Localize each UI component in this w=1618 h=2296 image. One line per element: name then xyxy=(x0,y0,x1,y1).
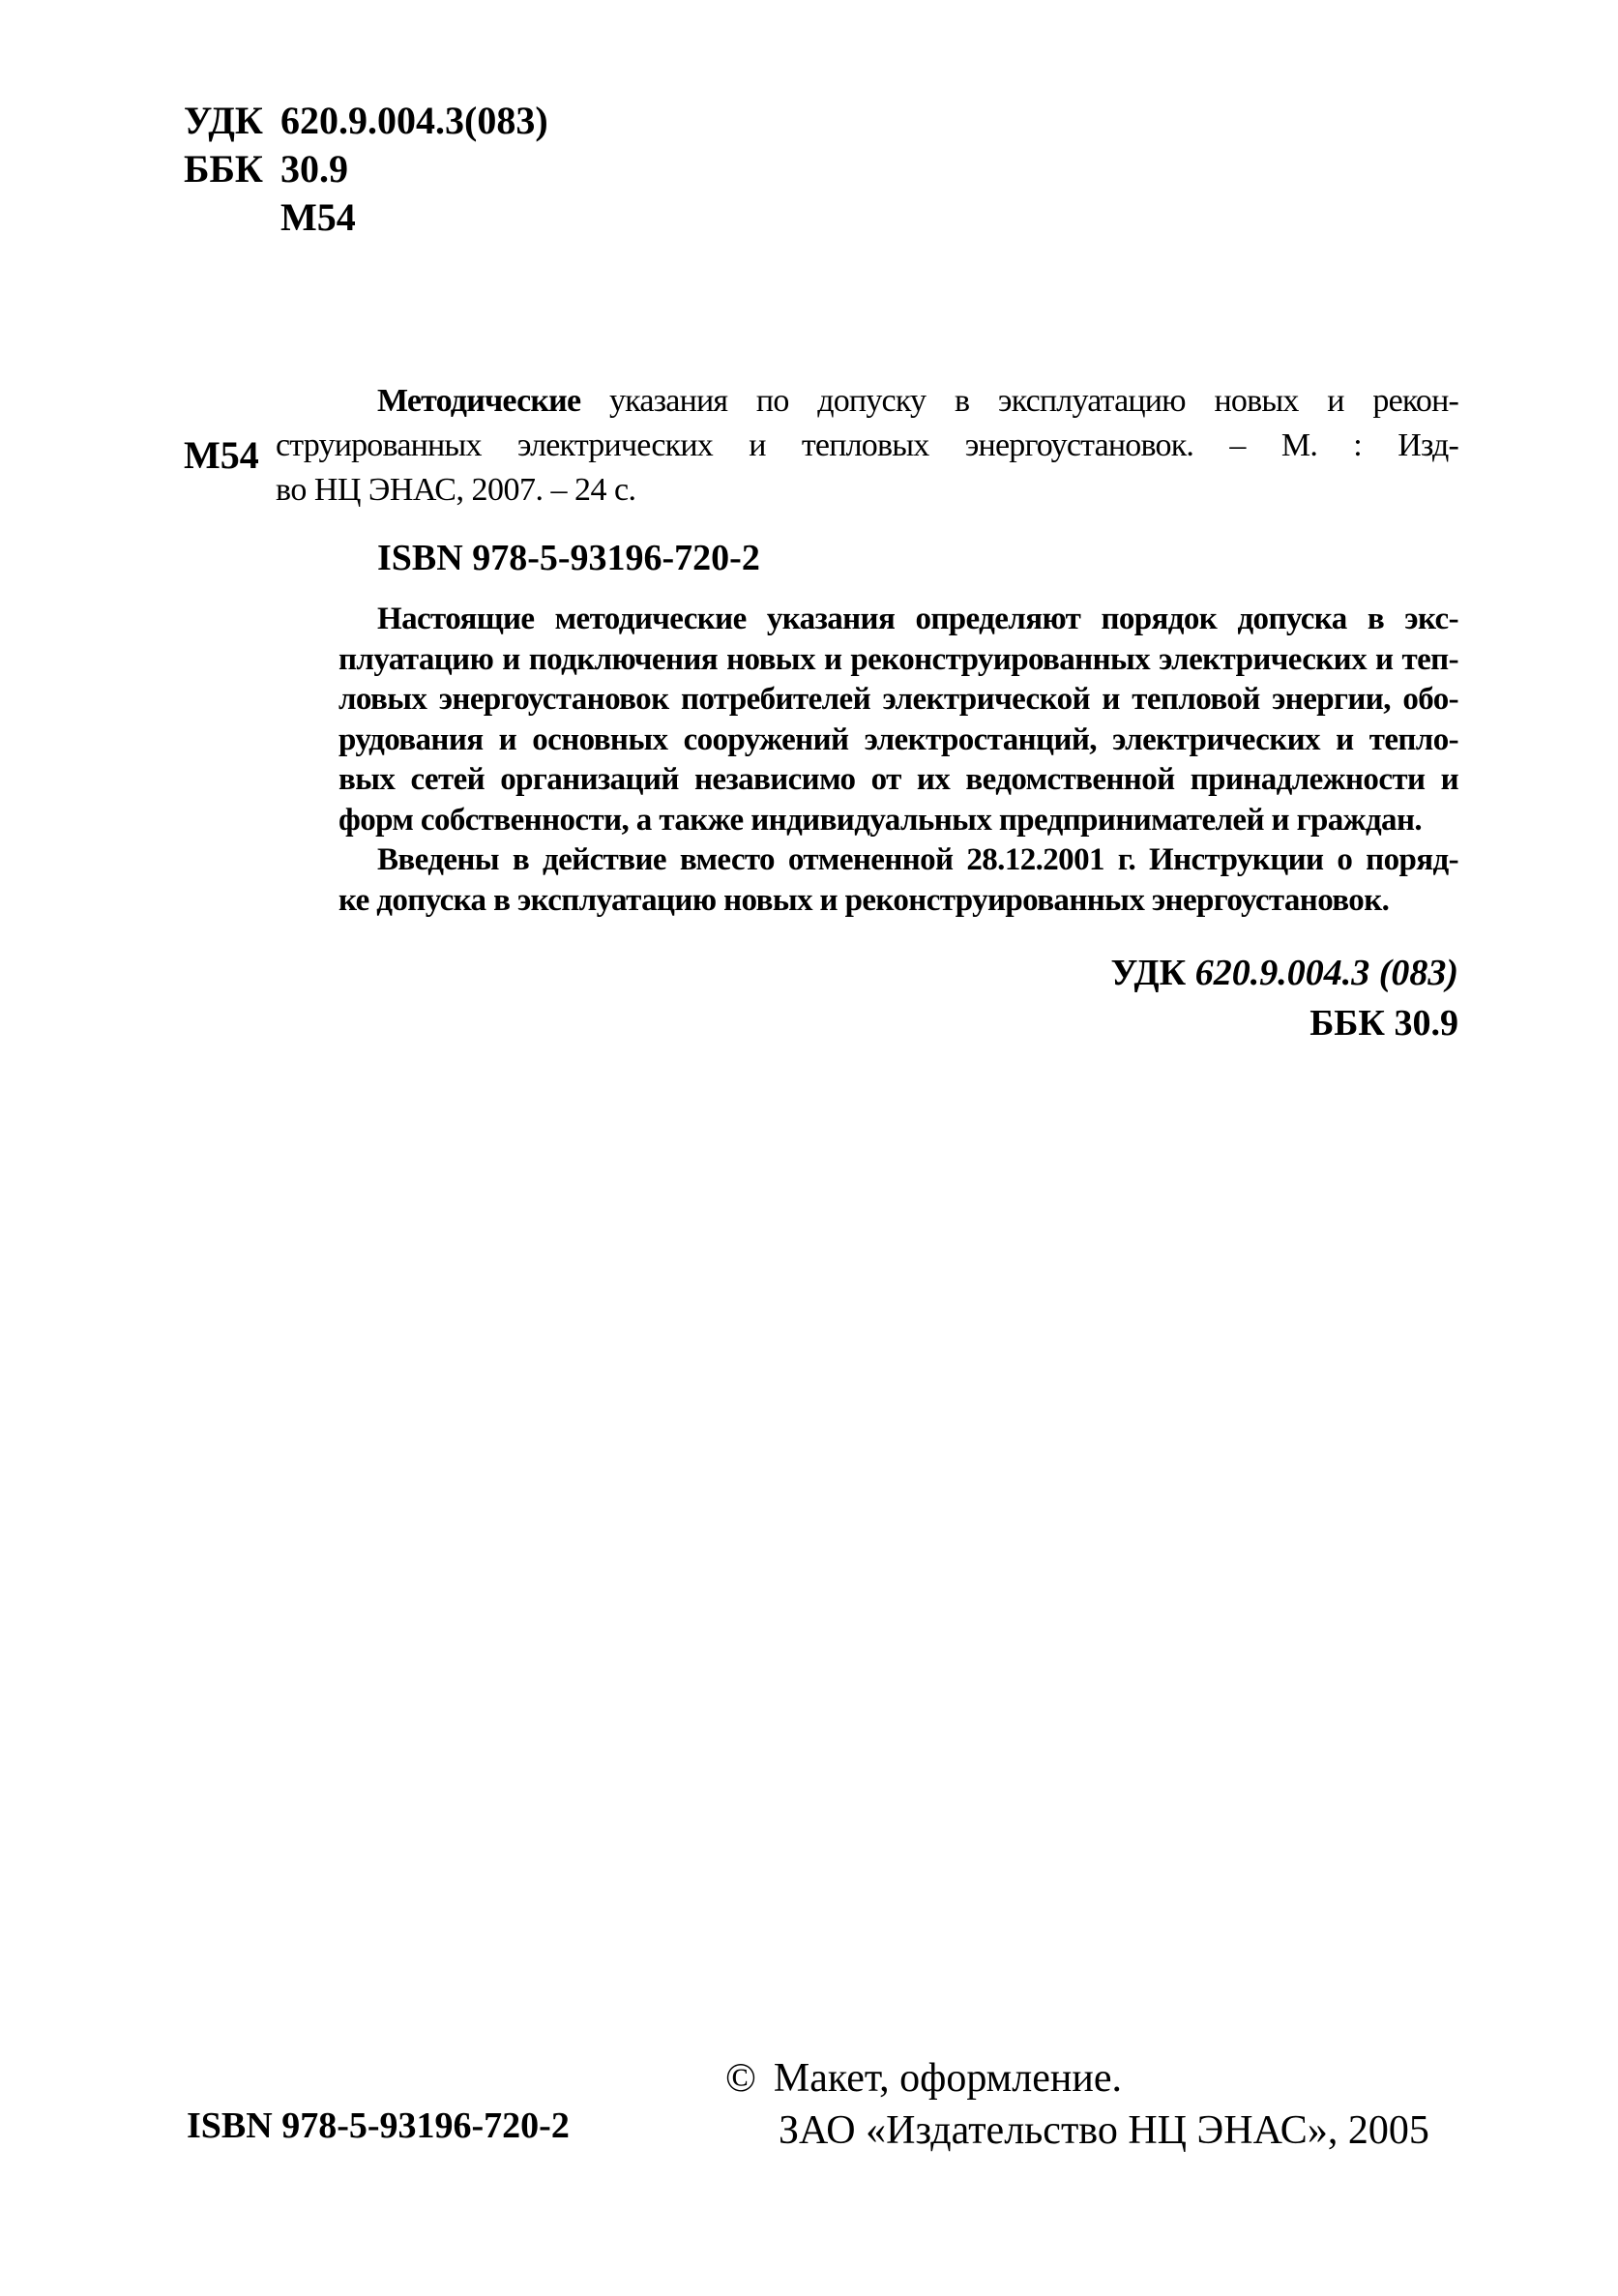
classification-block xyxy=(184,97,548,242)
copyright-icon: © xyxy=(725,2056,756,2101)
author-mark: М54 xyxy=(184,433,259,477)
bibliographic-line-1-rest: указания по допуску в эксплуатацию новых и рекон- xyxy=(608,383,1458,419)
bbk-value: 30.9 xyxy=(280,147,348,191)
abstract-line: вых сетей организаций независимо от их ведомственной принадлежности и xyxy=(338,762,1458,797)
abstract-line: форм собственности, а также индивидуальных предпринимателей и граждан. xyxy=(338,802,1423,838)
abstract-line: Введены в действие вместо отмененной 28.12.2001 г. Инструкции о поряд- xyxy=(377,842,1458,877)
bbk-label: ББК xyxy=(184,147,263,191)
author-mark-top: М54 xyxy=(280,195,356,239)
bbk-right: ББК 30.9 xyxy=(1309,1003,1458,1044)
title-word: Методические xyxy=(377,383,581,419)
udk-label: УДК xyxy=(184,99,263,142)
isbn-top: ISBN 978-5-93196-720-2 xyxy=(377,538,760,578)
bibliographic-line-2: струированных электрических и тепловых энергоустановок. – М. : Изд- xyxy=(276,427,1458,463)
abstract xyxy=(338,600,1458,921)
abstract-line: ке допуска в эксплуатацию новых и реконструированных энергоустановок. xyxy=(338,882,1390,918)
abstract-line: плуатацию и подключения новых и реконструированных электрических и теп- xyxy=(338,641,1458,677)
bibliographic-line-3: во НЦ ЭНАС, 2007. – 24 с. xyxy=(276,472,636,508)
bbk-row xyxy=(184,145,548,193)
udk-right xyxy=(1110,948,1458,998)
isbn-bottom: ISBN 978-5-93196-720-2 xyxy=(187,2105,570,2146)
abstract-line: рудования и основных сооружений электростанций, электрических и тепло- xyxy=(338,721,1458,757)
udk-right-value: 620.9.004.3 (083) xyxy=(1194,953,1458,993)
udk-right-label: УДК xyxy=(1110,953,1187,993)
copyright-line-2: ЗАО «Издательство НЦ ЭНАС», 2005 xyxy=(779,2108,1429,2153)
abstract-line: ловых энергоустановок потребителей электрической и тепловой энергии, обо- xyxy=(338,682,1458,717)
bibliographic-line-1 xyxy=(377,379,1458,424)
copyright xyxy=(725,2052,1429,2157)
copyright-line-1: Макет, оформление. xyxy=(773,2056,1122,2101)
classification-right xyxy=(1110,948,1458,1048)
udk-value: 620.9.004.3(083) xyxy=(280,99,548,142)
abstract-line: Настоящие методические указания определяют порядок допуска в экс- xyxy=(377,602,1458,636)
udk-row xyxy=(184,97,548,145)
